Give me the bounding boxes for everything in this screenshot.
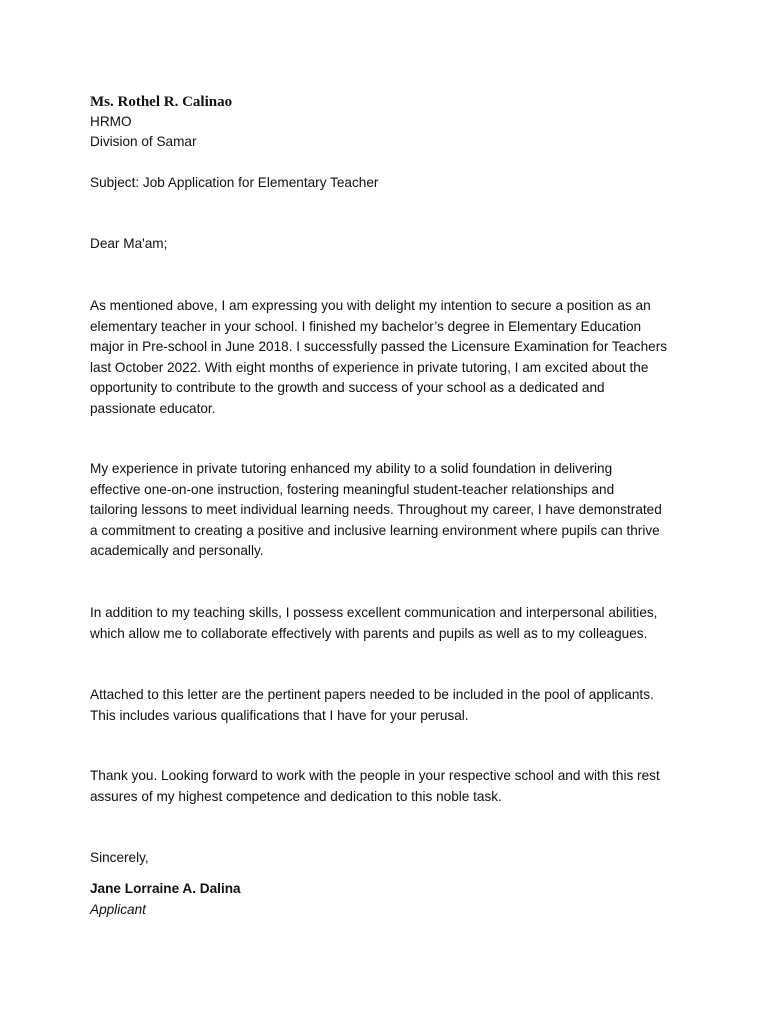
paragraph-line: Attached to this letter are the pertinent papers needed to be included in the pool of applicants. bbox=[90, 687, 654, 702]
recipient-name: Ms. Rothel R. Calinao bbox=[90, 94, 233, 110]
paragraph-thanks bbox=[90, 766, 660, 807]
signatory-name: Jane Lorraine A. Dalina bbox=[90, 881, 241, 896]
paragraph-line: last October 2022. With eight months of experience in private tutoring, I am excited about the bbox=[90, 359, 649, 375]
salutation: Dear Ma'am; bbox=[90, 236, 168, 251]
paragraph-line: assures of my highest competence and dedication to this noble task. bbox=[90, 788, 502, 804]
paragraph-line: Thank you. Looking forward to work with the people in your respective school and with this rest bbox=[90, 768, 660, 783]
paragraph-line: My experience in private tutoring enhanced my ability to a solid foundation in delivering bbox=[90, 461, 613, 476]
paragraph-line: tailoring lessons to meet individual learning needs. Throughout my career, I have demonstrated bbox=[90, 502, 662, 517]
recipient-office: Division of Samar bbox=[90, 134, 197, 149]
paragraph-line: effective one-on-one instruction, fostering meaningful student-teacher relationships and bbox=[90, 481, 615, 497]
paragraph-intro bbox=[90, 296, 667, 419]
paragraph-line: elementary teacher in your school. I finished my bachelor’s degree in Elementary Education bbox=[90, 318, 642, 334]
paragraph-line: In addition to my teaching skills, I possess excellent communication and interpersonal abilities, bbox=[90, 605, 658, 620]
signatory-title: Applicant bbox=[90, 902, 146, 917]
paragraph-line: passionate educator. bbox=[90, 400, 216, 416]
paragraph-line: which allow me to collaborate effectively with parents and pupils as well as to my colleagues. bbox=[90, 625, 648, 641]
recipient-position: HRMO bbox=[90, 114, 132, 129]
paragraph-line: As mentioned above, I am expressing you with delight my intention to secure a position as an bbox=[90, 298, 651, 313]
paragraph-line: opportunity to contribute to the growth and success of your school as a dedicated and bbox=[90, 380, 605, 395]
paragraph-line: This includes various qualifications that I have for your perusal. bbox=[90, 707, 469, 723]
paragraph-attachments bbox=[90, 685, 654, 726]
paragraph-line: major in Pre-school in June 2018. I successfully passed the Licensure Examination for Teachers bbox=[90, 339, 668, 354]
paragraph-experience bbox=[90, 459, 662, 562]
closing: Sincerely, bbox=[90, 850, 149, 865]
paragraph-skills bbox=[90, 603, 657, 644]
paragraph-line: academically and personally. bbox=[90, 543, 264, 558]
subject-line: Subject: Job Application for Elementary Teacher bbox=[90, 175, 379, 190]
paragraph-line: a commitment to creating a positive and inclusive learning environment where pupils can thrive bbox=[90, 522, 660, 538]
